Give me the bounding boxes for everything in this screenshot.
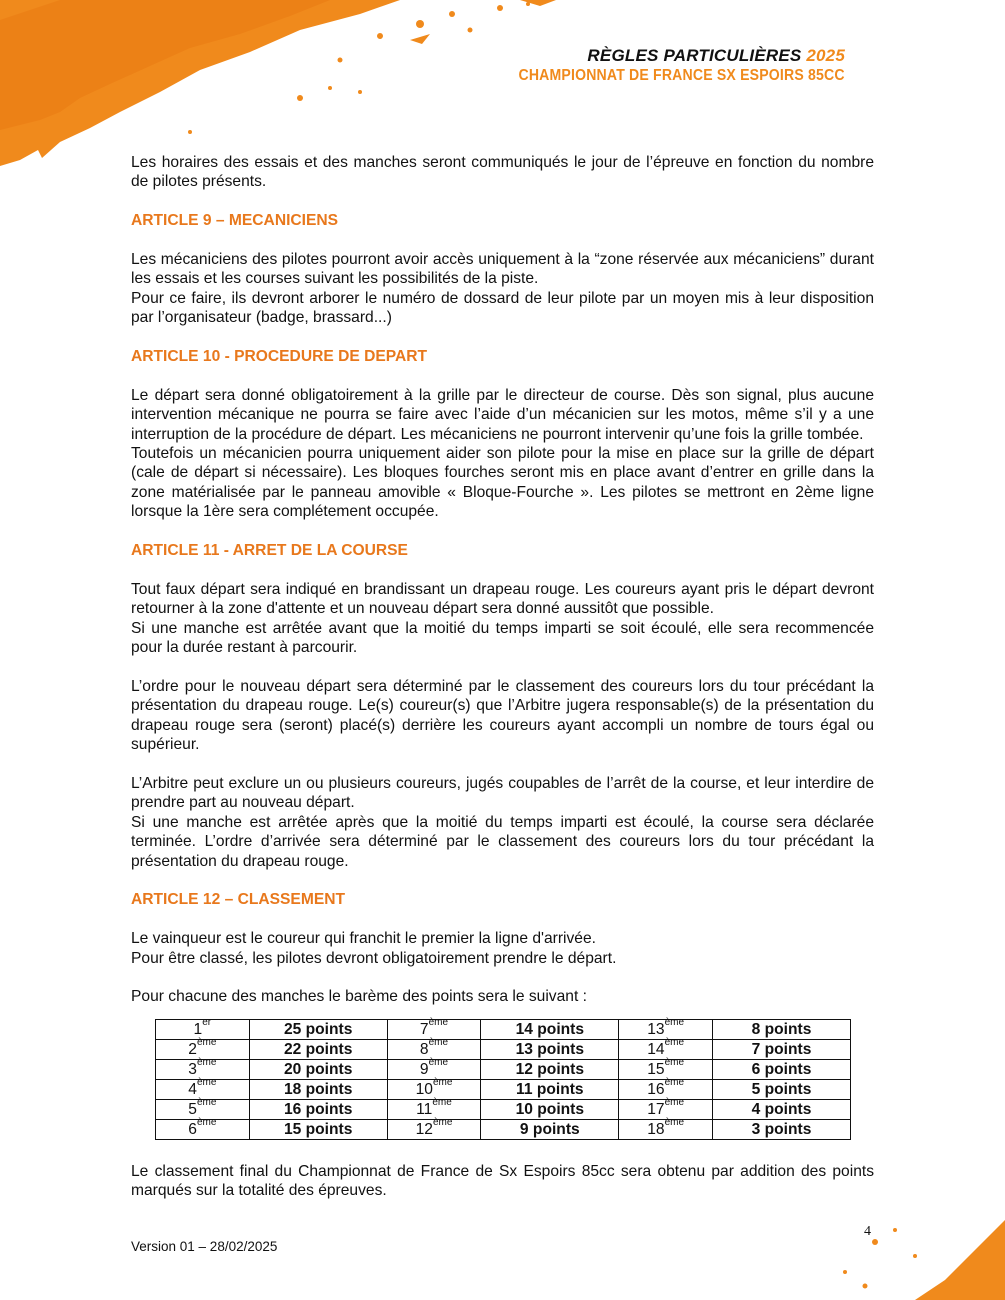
rank-number: 10 (415, 1080, 433, 1098)
points-cell: 18 points (249, 1079, 387, 1099)
table-row (156, 1019, 851, 1039)
points-cell: 22 points (249, 1039, 387, 1059)
rank-suffix: ème (664, 1056, 685, 1068)
rank-suffix: ème (432, 1096, 452, 1108)
rank-number: 5 (188, 1100, 197, 1118)
article-11-paragraph-2: Si une manche est arrêtée avant que la moitié du temps imparti se soit écoulé, elle sera recommencée pour la durée restant à parcourir. (131, 619, 874, 657)
rank-number: 17 (647, 1100, 665, 1118)
article-11-paragraph-1: Tout faux départ sera indiqué en brandissant un drapeau rouge. Les coureurs ayant pris le départ devront retourner à la zone d'attente et un nouveau départ sera donné aussitôt que possible. (131, 580, 874, 618)
points-cell: 16 points (249, 1099, 387, 1119)
points-cell: 6 points (712, 1059, 850, 1079)
rank-suffix: ème (428, 1056, 449, 1068)
rank-number: 8 (419, 1040, 429, 1058)
table-row (156, 1119, 851, 1139)
rank-number: 14 (647, 1040, 665, 1058)
points-cell: 12 points (481, 1059, 619, 1079)
points-cell: 13 points (481, 1039, 619, 1059)
article-12-paragraph-3: Pour chacune des manches le barème des points sera le suivant : (131, 988, 587, 1006)
rank-cell (387, 1116, 481, 1139)
points-cell: 15 points (249, 1119, 387, 1139)
paint-splash-bottom-right (805, 1220, 1005, 1300)
rank-suffix: er (202, 1016, 212, 1028)
rank-suffix: ème (432, 1076, 453, 1088)
rank-number: 15 (647, 1060, 665, 1078)
article-12-paragraph-1: Le vainqueur est le coureur qui franchit le premier la ligne d'arrivée. (131, 930, 596, 948)
points-cell: 25 points (249, 1019, 387, 1039)
table-row (156, 1039, 851, 1059)
rank-suffix: ème (196, 1096, 217, 1108)
rank-number: 1 (193, 1020, 203, 1038)
rank-cell (619, 1116, 713, 1139)
rank-suffix: ème (428, 1036, 449, 1048)
rank-number: 7 (419, 1020, 429, 1038)
article-11-paragraph-3: L’ordre pour le nouveau départ sera déterminé par le classement des coureurs lors du tour précédant la présentation du drapeau rouge. Le(s) coureur(s) que l’Arbitre jugera responsable(s) de la présentation du drapeau rouge sera (seront) placé(s) derrière les coureurs ayant accompli un nombre de tours égal ou supérieur. (131, 677, 874, 754)
points-cell: 5 points (712, 1079, 850, 1099)
points-cell: 9 points (481, 1119, 619, 1139)
rank-suffix: ème (664, 1016, 685, 1028)
header-title (474, 46, 845, 66)
rank-suffix: ème (428, 1016, 449, 1028)
article-11-paragraph-4: L’Arbitre peut exclure un ou plusieurs coureurs, jugés coupables de l’arrêt de la course, et leur interdire de prendre part au nouveau départ. (131, 774, 874, 812)
header-title-text: RÈGLES PARTICULIÈRES (587, 46, 802, 65)
points-cell: 10 points (481, 1099, 619, 1119)
intro-paragraph: Les horaires des essais et des manches seront communiqués le jour de l’épreuve en fonction du nombre de pilotes présents. (131, 154, 874, 191)
points-cell: 14 points (481, 1019, 619, 1039)
rank-number: 18 (647, 1120, 665, 1138)
rank-suffix: ème (196, 1056, 217, 1068)
article-9-paragraph-2: Pour ce faire, ils devront arborer le numéro de dossard de leur pilote par un moyen mis à leur disposition par l’organisateur (badge, brassard...) (131, 289, 874, 327)
document-header (474, 46, 845, 86)
article-10-title: ARTICLE 10 - PROCEDURE DE DEPART (131, 348, 428, 366)
version-label: Version 01 – 28/02/2025 (131, 1239, 278, 1254)
page-number: 4 (864, 1224, 871, 1239)
points-cell: 8 points (712, 1019, 850, 1039)
rank-cell (156, 1116, 250, 1139)
table-row (156, 1079, 851, 1099)
rank-number: 3 (188, 1060, 197, 1078)
article-11-title: ARTICLE 11 - ARRET DE LA COURSE (131, 542, 408, 560)
article-12-title: ARTICLE 12 – CLASSEMENT (131, 891, 346, 909)
rank-suffix: ème (664, 1076, 685, 1088)
document-body (131, 153, 874, 1201)
article-10-paragraph-1: Le départ sera donné obligatoirement à la grille par le directeur de course. Dès son signal, plus aucune intervention mécanique ne pourra se faire avec l’aide d’un mécanicien sur les motos, même s’il y a une interruption de la procédure de départ. Les mécaniciens ne pourront intervenir qu’une fois la grille tombée. (131, 386, 874, 443)
rank-suffix: ème (196, 1076, 217, 1088)
table-row (156, 1099, 851, 1119)
article-9-title: ARTICLE 9 – MECANICIENS (131, 212, 339, 230)
rank-suffix: ème (664, 1036, 685, 1048)
header-subtitle: CHAMPIONNAT DE FRANCE SX ESPOIRS 85CC (518, 67, 845, 84)
rank-number: 11 (416, 1100, 433, 1118)
table-row (156, 1059, 851, 1079)
rank-number: 16 (647, 1080, 665, 1098)
rank-suffix: ème (196, 1116, 217, 1128)
rank-suffix: ème (196, 1036, 217, 1048)
points-cell: 20 points (249, 1059, 387, 1079)
article-11-paragraph-5: Si une manche est arrêtée après que la moitié du temps imparti est écoulé, la course sera déclarée terminée. L’ordre d’arrivée sera déterminé par le classement des coureurs lors du tour précédant la présentation du drapeau rouge. (131, 813, 874, 870)
points-cell: 7 points (712, 1039, 850, 1059)
rank-number: 6 (188, 1120, 197, 1138)
points-table (155, 1016, 851, 1140)
rank-number: 4 (188, 1080, 197, 1098)
rank-suffix: ème (664, 1116, 685, 1128)
rank-suffix: ème (664, 1096, 685, 1108)
rank-number: 12 (415, 1120, 433, 1138)
points-cell: 3 points (712, 1119, 850, 1139)
article-12-paragraph-4: Le classement final du Championnat de France de Sx Espoirs 85cc sera obtenu par addition des points marqués sur la totalité des épreuves. (131, 1162, 874, 1200)
rank-number: 2 (188, 1040, 197, 1058)
article-12-paragraph-2: Pour être classé, les pilotes devront obligatoirement prendre le départ. (131, 949, 617, 967)
points-cell: 11 points (481, 1079, 619, 1099)
article-9-paragraph-1: Les mécaniciens des pilotes pourront avoir accès uniquement à la “zone réservée aux mécaniciens” durant les essais et les courses suivant les possibilités de la piste. (131, 251, 874, 288)
rank-suffix: ème (432, 1116, 453, 1128)
article-10-paragraph-2: Toutefois un mécanicien pourra uniquement aider son pilote pour la mise en place sur la grille de départ (cale de départ si nécessaire). Les bloques fourches seront mis en place avant d’entrer en grille dans la zone matérialisée par le panneau amovible « Bloque-Fourche ». Les pilotes se mettront en 2ème ligne lorsque la 1ère sera complétement occupée. (131, 445, 874, 521)
points-cell: 4 points (712, 1099, 850, 1119)
rank-number: 9 (419, 1060, 429, 1078)
header-year: 2025 (806, 46, 845, 65)
rank-number: 13 (647, 1020, 665, 1038)
